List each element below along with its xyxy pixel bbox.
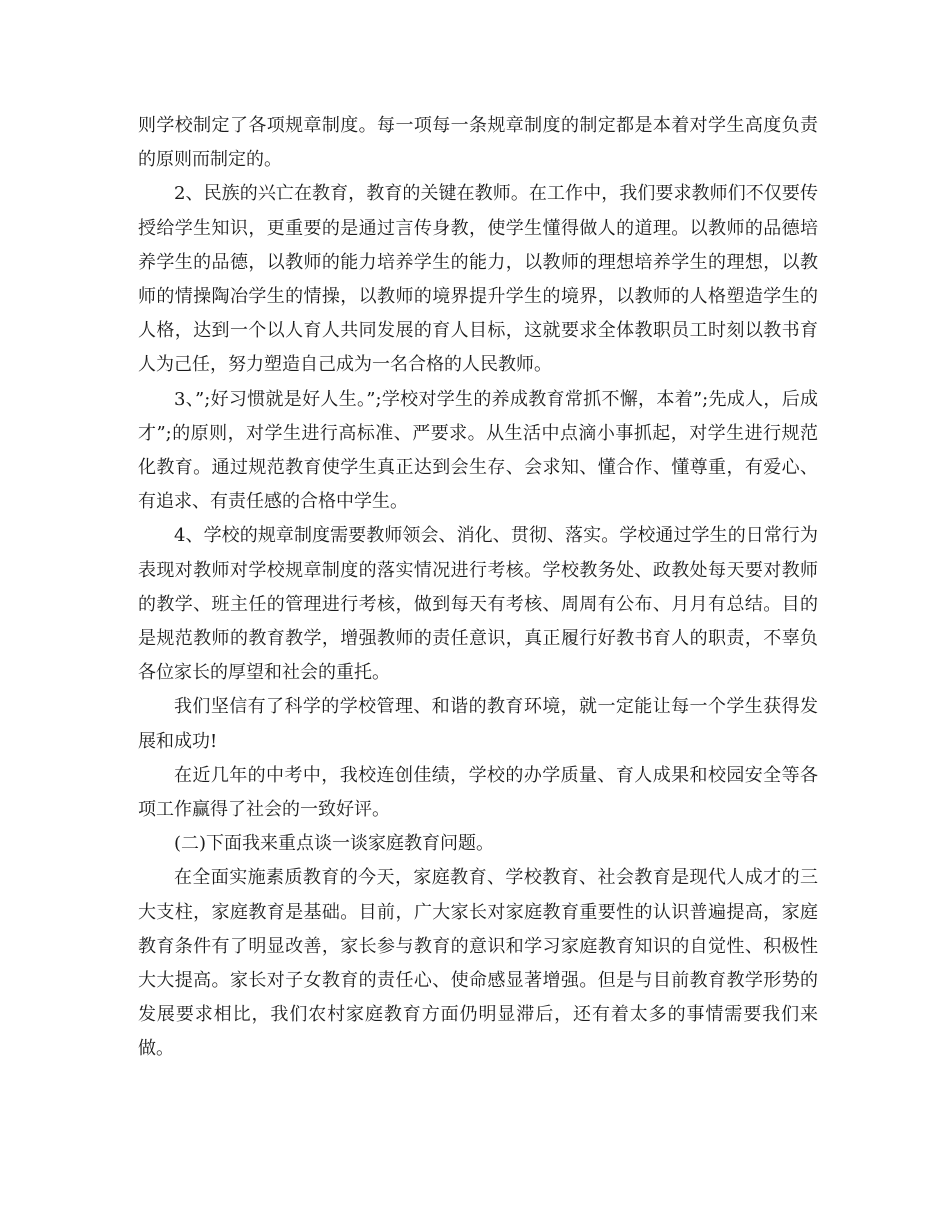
paragraph-achievements: 在近几年的中考中，我校连创佳绩，学校的办学质量、育人成果和校园安全等各项工作赢得了社会的一致好评。 — [138, 764, 818, 821]
paragraph-item-2: 2、民族的兴亡在教育，教育的关键在教师。在工作中，我们要求教师们不仅要传授给学生知识，更重要的是通过言传身教，使学生懂得做人的道理。以教师的品德培养学生的品德，以教师的能力培养学生的能力，以教师的理想培养学生的理想，以教师的情操陶冶学生的情操，以教师的境界提升学生的境界，以教师的人格塑造学生的人格，达到一个以人育人共同发展的育人目标，这就要求全体教职员工时刻以教书育人为己任，努力塑造自己成为一名合格的人民教师。 — [138, 183, 818, 376]
paragraph-item-4: 4、学校的规章制度需要教师领会、消化、贯彻、落实。学校通过学生的日常行为表现对教师对学校规章制度的落实情况进行考核。学校教务处、政教处每天要对教师的教学、班主任的管理进行考核，做到每天有考核、周周有公布、月月有总结。目的是规范教师的教育教学，增强教师的责任意识，真正履行好教书育人的职责，不辜负各位家长的厚望和社会的重托。 — [138, 525, 818, 684]
paragraph-item-3: 3、”;好习惯就是好人生。”;学校对学生的养成教育常抓不懈，本着”;先成人，后成才”;的原则，对学生进行高标准、严要求。从生活中点滴小事抓起，对学生进行规范化教育。通过规范教育使学生真正达到会生存、会求知、懂合作、懂尊重，有爱心、有追求、有责任感的合格中学生。 — [138, 388, 818, 513]
paragraph-continuation: 则学校制定了各项规章制度。每一项每一条规章制度的制定都是本着对学生高度负责的原则而制定的。 — [138, 115, 818, 171]
section-heading-family-education: (二)下面我来重点谈一谈家庭教育问题。 — [174, 833, 495, 855]
paragraph-family-education: 在全面实施素质教育的今天，家庭教育、学校教育、社会教育是现代人成才的三大支柱，家庭教育是基础。目前，广大家长对家庭教育重要性的认识普遍提高，家庭教育条件有了明显改善，家长参与教育的意识和学习家庭教育知识的自觉性、积极性大大提高。家长对子女教育的责任心、使命感显著增强。但是与目前教育教学形势的发展要求相比，我们农村家庭教育方面仍明显滞后，还有着太多的事情需要我们来做。 — [138, 867, 818, 1060]
paragraph-belief: 我们坚信有了科学的学校管理、和谐的教育环境，就一定能让每一个学生获得发展和成功! — [138, 696, 818, 752]
document-body — [138, 109, 818, 1067]
